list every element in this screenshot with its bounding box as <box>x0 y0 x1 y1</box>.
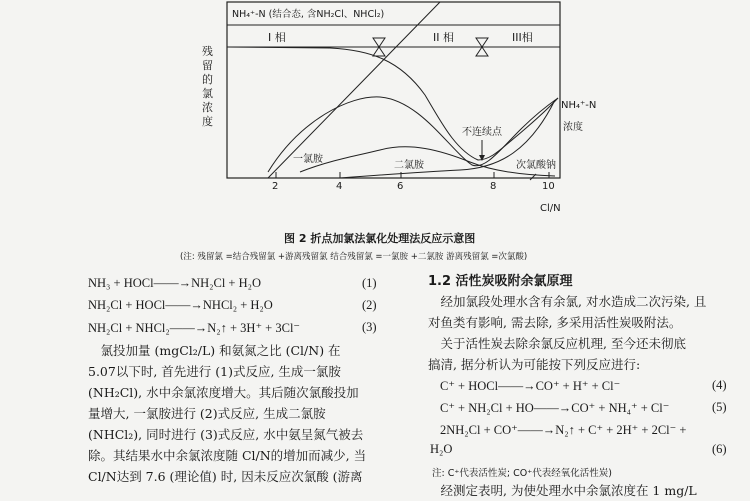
phase-1-label: I 相 <box>268 31 286 44</box>
left-line-6: 除。其结果水中余氯浓度随 Cl/N的增加而减少, 当 <box>88 448 367 463</box>
equation-2-number: (2) <box>362 298 377 312</box>
equation-6-tail: H₂O <box>430 442 453 456</box>
left-line-2: 5.07以下时, 首先进行 (1)式反应, 生成一氯胺 <box>88 364 341 379</box>
right-line-2: 对鱼类有影响, 需去除, 多采用活性炭吸附法。 <box>428 315 682 330</box>
equation-2: NH₂Cl + HOCl——→NHCl₂ + H₂O <box>88 298 273 312</box>
x-tick-8: 8 <box>490 181 497 192</box>
x-tick-6: 6 <box>397 181 404 192</box>
equation-4-number: (4) <box>712 378 727 392</box>
equation-5: C⁺ + NH₂Cl + HO——→CO⁺ + NH₄⁺ + Cl⁻ <box>440 401 670 415</box>
residual-chlorine-curve <box>227 47 558 160</box>
equation-5-number: (5) <box>712 400 727 414</box>
equation-3-number: (3) <box>362 320 377 334</box>
figure-caption: 图 2 折点加氯法氯化处理法反应示意图 <box>284 232 476 245</box>
breakpoint-label: 不连续点 <box>462 127 502 138</box>
right-line-1: 经加氯段处理水含有余氯, 对水造成二次污染, 且 <box>428 294 707 309</box>
left-line-7: Cl/N达到 7.6 (理论值) 时, 因未反应次氯酸 (游离 <box>88 469 363 484</box>
left-line-4: 量增大, 一氯胺进行 (2)式反应, 生成二氯胺 <box>88 406 326 421</box>
hypochlorite-label: 次氯酸钠 <box>516 160 556 171</box>
equation-1-number: (1) <box>362 276 377 290</box>
ammonium-label-2: 浓度 <box>563 122 583 133</box>
x-tick-2: 2 <box>272 181 279 192</box>
x-tick-10: 10 <box>542 181 555 192</box>
left-line-3: (NH₂Cl), 水中余氯浓度增大。其后随次氯酸投加 <box>88 385 359 400</box>
equation-6-number: (6) <box>712 442 727 456</box>
right-line-4: 搞清, 据分析认为可能按下列反应进行: <box>428 357 641 372</box>
phase-3-label: III相 <box>512 31 533 44</box>
left-line-1: 氯投加量 (mgCl₂/L) 和氨氮之比 (Cl/N) 在 <box>88 343 341 358</box>
equation-1: NH₃ + HOCl——→NH₂Cl + H₂O <box>88 276 262 290</box>
right-last-line: 经测定表明, 为使处理水中余氯浓度在 1 mg/L <box>428 483 697 498</box>
x-tick-4: 4 <box>336 181 343 192</box>
equation-3: NH₂Cl + NHCl₂——→N₂↑ + 3H⁺ + 3Cl⁻ <box>88 321 301 335</box>
x-axis-label: Cl/N <box>540 203 561 214</box>
right-line-3: 关于活性炭去除余氯反应机理, 至今还未彻底 <box>428 336 686 351</box>
section-heading: 1.2 活性炭吸附余氯原理 <box>428 274 573 289</box>
left-line-5: (NHCl₂), 同时进行 (3)式反应, 水中氨呈氮气被去 <box>88 427 364 442</box>
phase-2-label: II 相 <box>433 31 454 44</box>
right-note: 注: C⁺代表活性炭; CO⁺代表经氧化活性炭) <box>432 468 612 479</box>
figure-note: (注: 残留氯 =结合残留氯 +游离残留氯 结合残留氯 =一氯胺 +二氯胺 游离残留氯 =次氯酸) <box>180 252 528 262</box>
monochloramine-label: 一氯胺 <box>293 154 323 165</box>
dichloramine-label: 二氯胺 <box>394 160 424 171</box>
equation-6: 2NH₂Cl + CO⁺——→N₂↑ + C⁺ + 2H⁺ + 2Cl⁻ + <box>440 423 687 437</box>
ammonium-label: NH₄⁺-N <box>561 100 597 111</box>
figure-top-label: NH₄⁺-N (结合态, 含NH₂Cl、NHCl₂) <box>232 9 385 20</box>
y-axis-label: 残留的氯浓度 <box>202 45 213 128</box>
equation-4: C⁺ + HOCl——→CO⁺ + H⁺ + Cl⁻ <box>440 379 621 393</box>
